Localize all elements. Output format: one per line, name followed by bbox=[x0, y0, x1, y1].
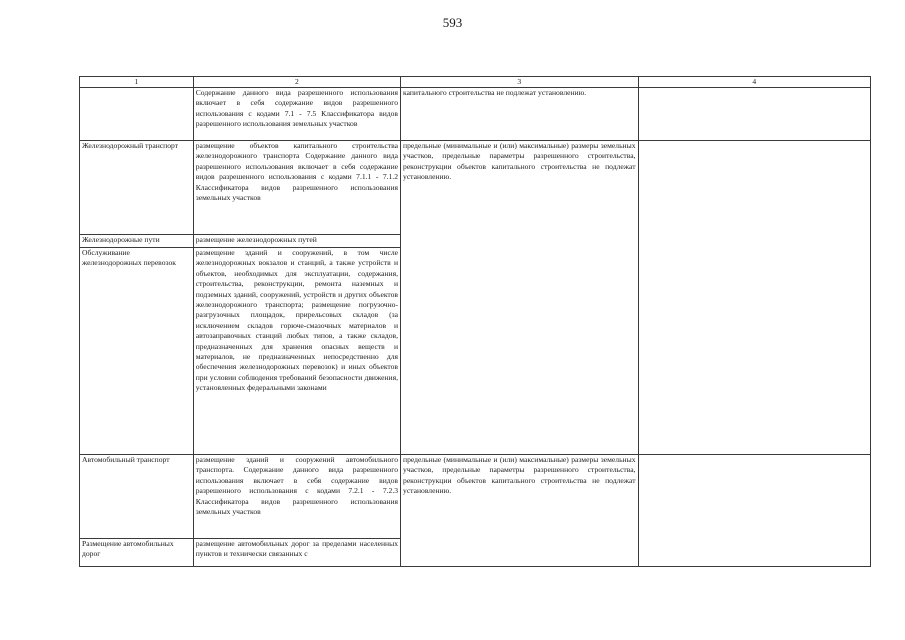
description-cell: размещение зданий и сооружений, в том числе железнодорожных вокзалов и станций, а также устройств и объектов, необходимых для эксплуатации, содержания, строительства, реконструкции, ремонта наземных и подземных зданий, сооружений, устройств и других объектов железнодорожного транспорта; размещение погрузочно-разгрузочных площадок, прирельсовых складов (за исключением складов горюче-смазочных материалов и автозаправочных станций любых типов, а также складов, предназначенных для хранения опасных веществ и материалов, не предназначенных непосредственно для обеспечения железнодорожных перевозок) и иных объектов при условии соблюдения требований безопасности движения, установленных федеральными законами bbox=[193, 248, 400, 455]
use-cell: Железнодорожный транспорт bbox=[80, 141, 194, 235]
table-row bbox=[80, 455, 871, 539]
table-row bbox=[80, 141, 871, 235]
parameters-cell: предельные (минимальные и (или) максимальные) размеры земельных участков, предельные параметры разрешенного строительства, реконструкции объектов капитального строительства не подлежат установлению. bbox=[401, 141, 639, 455]
column-header-2: 2 bbox=[193, 77, 400, 88]
column-header-4: 4 bbox=[638, 77, 870, 88]
description-cell: размещение автомобильных дорог за пределами населенных пунктов и технически связанных с bbox=[193, 539, 400, 567]
use-cell: Автомобильный транспорт bbox=[80, 455, 194, 539]
parameters-cell: предельные (минимальные и (или) максимальные) размеры земельных участков, предельные параметры разрешенного строительства, реконструкции объектов капитального строительства не подлежат установлению. bbox=[401, 455, 639, 567]
table-row bbox=[80, 88, 871, 141]
zoning-table bbox=[79, 76, 871, 567]
page-number: 593 bbox=[442, 15, 463, 30]
use-cell bbox=[80, 88, 194, 141]
parameters-cell: капитального строительства не подлежат установлению. bbox=[401, 88, 639, 141]
use-cell: Размещение автомобильных дорог bbox=[80, 539, 194, 567]
description-cell: размещение зданий и сооружений автомобильного транспорта. Содержание данного вида разрешенного использования включает в себя содержание видов разрешенного использования с кодами 7.2.1 - 7.2.3 Классификатора видов разрешенного использования земельных участков bbox=[193, 455, 400, 539]
header-row bbox=[80, 77, 871, 88]
restrictions-cell bbox=[638, 141, 870, 455]
use-cell: Железнодорожные пути bbox=[80, 235, 194, 248]
restrictions-cell bbox=[638, 88, 870, 141]
use-cell: Обслуживание железнодорожных перевозок bbox=[80, 248, 194, 455]
description-cell: размещение железнодорожных путей bbox=[193, 235, 400, 248]
column-header-1: 1 bbox=[80, 77, 194, 88]
description-cell: Содержание данного вида разрешенного использования включает в себя содержание видов разрешенного использования с кодами 7.1 - 7.5 Классификатора видов разрешенного использования земельных участков bbox=[193, 88, 400, 141]
restrictions-cell bbox=[638, 455, 870, 567]
column-header-3: 3 bbox=[401, 77, 639, 88]
description-cell: размещение объектов капитального строительства железнодорожного транспорта Содержание данного вида разрешенного использования включает в себя содержание видов разрешенного использования с кодами 7.1.1 - 7.1.2 Классификатора видов разрешенного использования земельных участков bbox=[193, 141, 400, 235]
